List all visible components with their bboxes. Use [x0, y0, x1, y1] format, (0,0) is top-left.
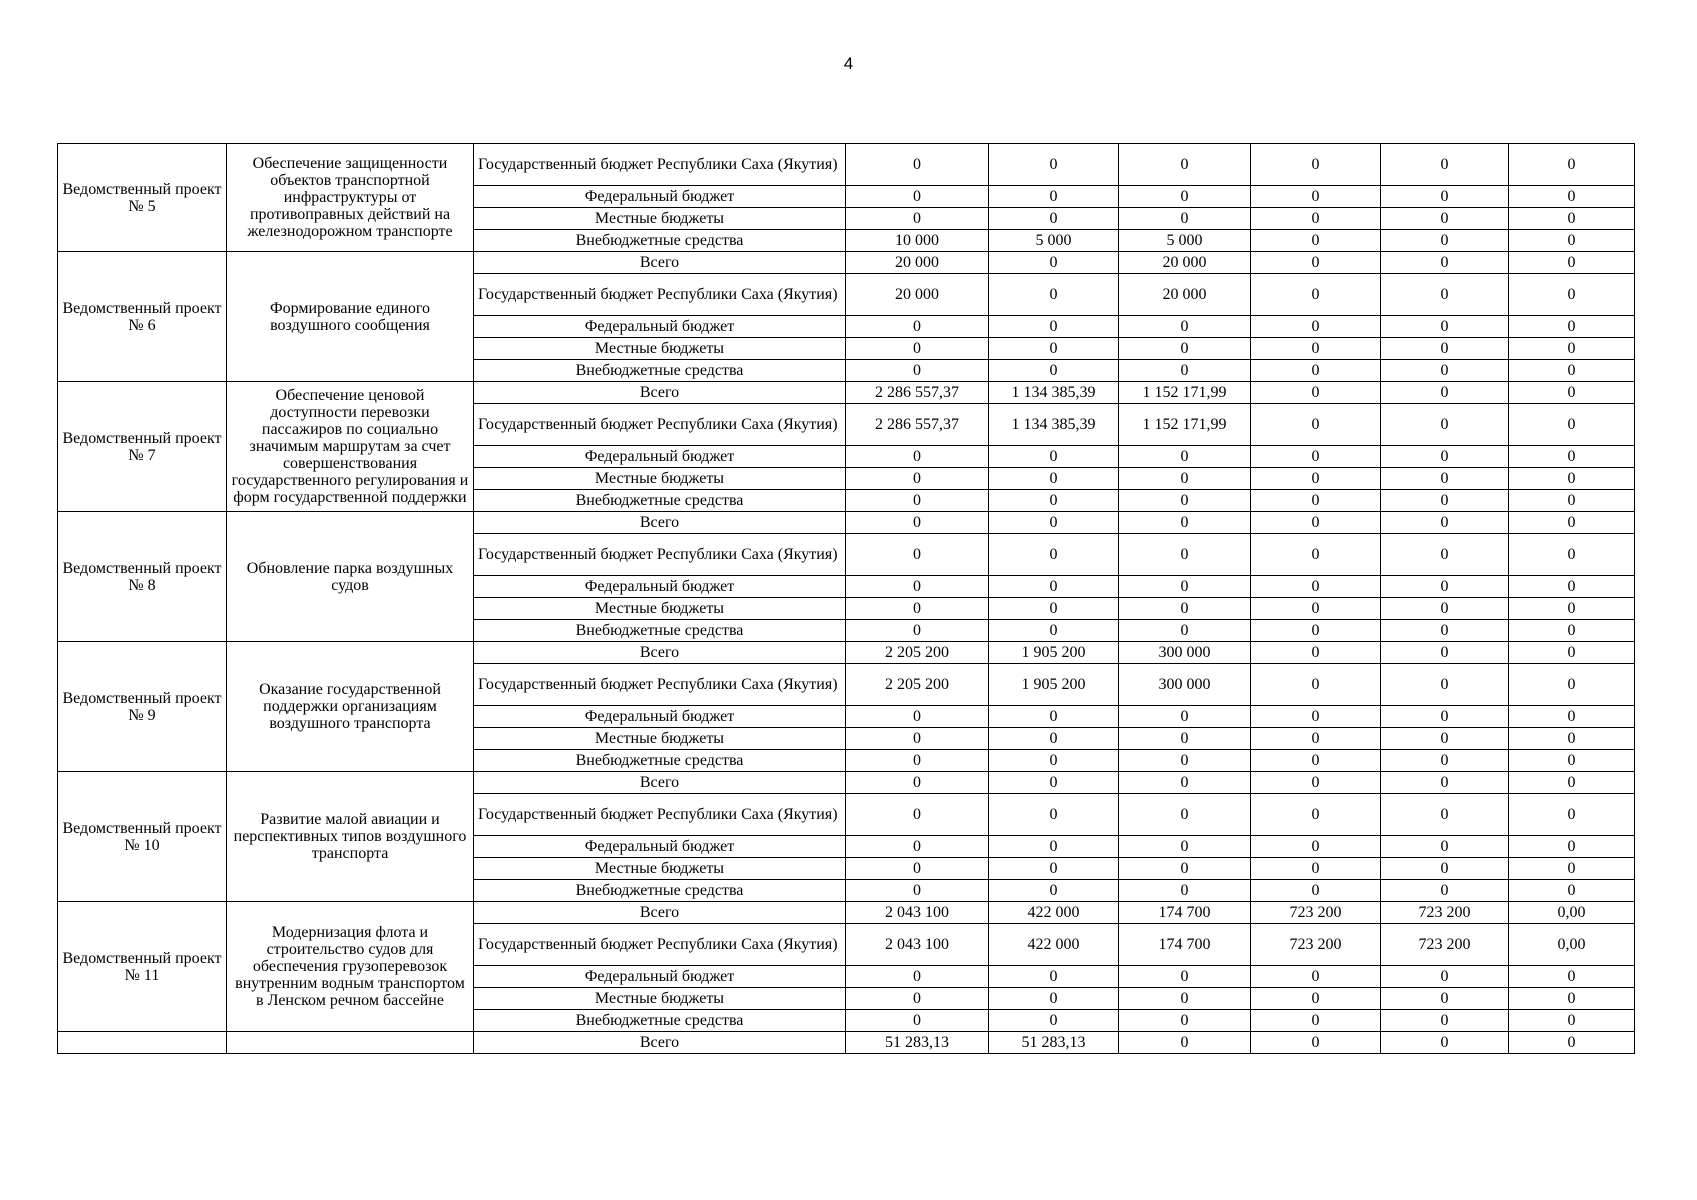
project-title-cell: Модернизация флота и строительство судов для обеспечения грузоперевозок внутренним водным транспортом в Ленском речном бассейне — [227, 902, 474, 1032]
amount-cell: 0 — [1251, 404, 1381, 446]
funding-source-cell: Федеральный бюджет — [474, 186, 846, 208]
amount-cell: 0 — [1381, 144, 1509, 186]
amount-cell: 0 — [1381, 620, 1509, 642]
amount-cell: 0 — [846, 576, 989, 598]
amount-cell: 0 — [989, 772, 1119, 794]
amount-cell: 0 — [1381, 468, 1509, 490]
funding-source-cell: Внебюджетные средства — [474, 230, 846, 252]
amount-cell: 0 — [1509, 728, 1635, 750]
amount-cell: 0 — [1251, 360, 1381, 382]
amount-cell: 0 — [1509, 468, 1635, 490]
project-title-cell: Развитие малой авиации и перспективных типов воздушного транспорта — [227, 772, 474, 902]
amount-cell: 0 — [989, 338, 1119, 360]
amount-cell: 0 — [1509, 252, 1635, 274]
amount-cell: 0 — [1509, 858, 1635, 880]
amount-cell: 2 286 557,37 — [846, 404, 989, 446]
amount-cell: 0 — [1119, 966, 1251, 988]
amount-cell: 0 — [1119, 576, 1251, 598]
page-number: 4 — [843, 54, 854, 73]
amount-cell: 0 — [1119, 316, 1251, 338]
funding-source-cell: Внебюджетные средства — [474, 750, 846, 772]
amount-cell: 422 000 — [989, 902, 1119, 924]
funding-source-cell: Местные бюджеты — [474, 728, 846, 750]
amount-cell: 0 — [1381, 664, 1509, 706]
amount-cell: 0 — [1381, 446, 1509, 468]
funding-source-cell: Государственный бюджет Республики Саха (Якутия) — [474, 924, 846, 966]
project-kind-cell: Ведомственный проект № 5 — [58, 144, 227, 252]
amount-cell: 0 — [1381, 512, 1509, 534]
funding-source-cell: Всего — [474, 642, 846, 664]
amount-cell: 5 000 — [989, 230, 1119, 252]
amount-cell: 723 200 — [1381, 924, 1509, 966]
amount-cell: 0 — [1509, 706, 1635, 728]
amount-cell: 51 283,13 — [989, 1032, 1119, 1054]
amount-cell: 0 — [1509, 316, 1635, 338]
budget-table — [57, 143, 1635, 1054]
amount-cell: 0 — [1381, 836, 1509, 858]
funding-source-cell: Государственный бюджет Республики Саха (Якутия) — [474, 534, 846, 576]
funding-source-cell: Федеральный бюджет — [474, 836, 846, 858]
funding-source-cell: Государственный бюджет Республики Саха (Якутия) — [474, 794, 846, 836]
amount-cell: 0 — [1509, 966, 1635, 988]
amount-cell: 2 043 100 — [846, 924, 989, 966]
amount-cell: 0 — [846, 1010, 989, 1032]
funding-source-cell: Всего — [474, 252, 846, 274]
amount-cell: 0 — [1509, 750, 1635, 772]
amount-cell: 0 — [846, 706, 989, 728]
funding-source-cell: Всего — [474, 512, 846, 534]
funding-source-cell: Государственный бюджет Республики Саха (Якутия) — [474, 144, 846, 186]
amount-cell: 0 — [1381, 534, 1509, 576]
amount-cell: 0 — [1119, 208, 1251, 230]
amount-cell: 0 — [1509, 664, 1635, 706]
amount-cell: 1 905 200 — [989, 642, 1119, 664]
funding-source-cell: Федеральный бюджет — [474, 576, 846, 598]
amount-cell: 0 — [989, 988, 1119, 1010]
funding-source-cell: Внебюджетные средства — [474, 360, 846, 382]
funding-source-cell: Государственный бюджет Республики Саха (Якутия) — [474, 274, 846, 316]
project-kind-cell: Ведомственный проект № 8 — [58, 512, 227, 642]
amount-cell: 0 — [1119, 186, 1251, 208]
amount-cell: 0 — [989, 728, 1119, 750]
amount-cell: 0 — [989, 598, 1119, 620]
amount-cell: 10 000 — [846, 230, 989, 252]
amount-cell: 0 — [846, 186, 989, 208]
amount-cell: 0 — [989, 512, 1119, 534]
amount-cell: 0 — [846, 144, 989, 186]
project-title-cell — [227, 1032, 474, 1054]
amount-cell: 0 — [1381, 230, 1509, 252]
amount-cell: 0 — [1509, 274, 1635, 316]
table-row — [58, 772, 1635, 794]
amount-cell: 0 — [846, 880, 989, 902]
funding-source-cell: Местные бюджеты — [474, 858, 846, 880]
amount-cell: 0 — [1381, 988, 1509, 1010]
amount-cell: 1 134 385,39 — [989, 404, 1119, 446]
amount-cell: 0 — [1251, 274, 1381, 316]
amount-cell: 0 — [1381, 576, 1509, 598]
amount-cell: 0 — [1509, 230, 1635, 252]
amount-cell: 0 — [1381, 274, 1509, 316]
amount-cell: 0 — [846, 858, 989, 880]
amount-cell: 0 — [989, 966, 1119, 988]
table-row — [58, 382, 1635, 404]
amount-cell: 5 000 — [1119, 230, 1251, 252]
amount-cell: 0 — [846, 598, 989, 620]
funding-source-cell: Местные бюджеты — [474, 338, 846, 360]
amount-cell: 0 — [1119, 1032, 1251, 1054]
project-kind-cell: Ведомственный проект № 6 — [58, 252, 227, 382]
amount-cell: 0 — [989, 576, 1119, 598]
amount-cell: 0 — [989, 274, 1119, 316]
amount-cell: 0 — [989, 144, 1119, 186]
amount-cell: 0 — [1251, 576, 1381, 598]
amount-cell: 0 — [1251, 642, 1381, 664]
amount-cell: 0 — [1381, 1010, 1509, 1032]
table-row — [58, 252, 1635, 274]
amount-cell: 0 — [1251, 252, 1381, 274]
amount-cell: 0 — [846, 620, 989, 642]
project-title-cell: Обновление парка воздушных судов — [227, 512, 474, 642]
funding-source-cell: Внебюджетные средства — [474, 620, 846, 642]
amount-cell: 0 — [1251, 382, 1381, 404]
amount-cell: 300 000 — [1119, 664, 1251, 706]
funding-source-cell: Всего — [474, 772, 846, 794]
amount-cell: 0 — [846, 360, 989, 382]
table-row — [58, 144, 1635, 186]
funding-source-cell: Местные бюджеты — [474, 598, 846, 620]
amount-cell: 20 000 — [846, 252, 989, 274]
amount-cell: 174 700 — [1119, 924, 1251, 966]
amount-cell: 0 — [1381, 360, 1509, 382]
amount-cell: 0 — [846, 988, 989, 1010]
amount-cell: 0 — [1381, 642, 1509, 664]
amount-cell: 0 — [1381, 794, 1509, 836]
project-title-cell: Формирование единого воздушного сообщения — [227, 252, 474, 382]
amount-cell: 0 — [1509, 446, 1635, 468]
amount-cell: 0 — [1119, 446, 1251, 468]
amount-cell: 0 — [846, 836, 989, 858]
amount-cell: 0 — [1251, 534, 1381, 576]
project-kind-cell: Ведомственный проект № 9 — [58, 642, 227, 772]
amount-cell: 0 — [989, 880, 1119, 902]
amount-cell: 0 — [846, 772, 989, 794]
amount-cell: 0 — [1381, 252, 1509, 274]
amount-cell: 0 — [846, 534, 989, 576]
funding-source-cell: Местные бюджеты — [474, 988, 846, 1010]
amount-cell: 0 — [1251, 988, 1381, 1010]
amount-cell: 0 — [846, 338, 989, 360]
amount-cell: 0 — [846, 446, 989, 468]
amount-cell: 422 000 — [989, 924, 1119, 966]
amount-cell: 0 — [1119, 706, 1251, 728]
amount-cell: 0 — [1119, 534, 1251, 576]
amount-cell: 300 000 — [1119, 642, 1251, 664]
amount-cell: 723 200 — [1381, 902, 1509, 924]
amount-cell: 0 — [1251, 772, 1381, 794]
amount-cell: 0 — [1509, 836, 1635, 858]
amount-cell: 0 — [1509, 490, 1635, 512]
amount-cell: 0 — [1509, 144, 1635, 186]
amount-cell: 0 — [1509, 620, 1635, 642]
amount-cell: 0 — [1251, 144, 1381, 186]
amount-cell: 0 — [1119, 858, 1251, 880]
amount-cell: 0 — [989, 1010, 1119, 1032]
amount-cell: 0 — [1251, 186, 1381, 208]
amount-cell: 0 — [1251, 446, 1381, 468]
amount-cell: 0 — [846, 966, 989, 988]
amount-cell: 0 — [1509, 772, 1635, 794]
amount-cell: 0 — [989, 446, 1119, 468]
amount-cell: 0 — [1381, 316, 1509, 338]
amount-cell: 20 000 — [1119, 252, 1251, 274]
amount-cell: 0 — [1509, 642, 1635, 664]
amount-cell: 0 — [1251, 664, 1381, 706]
amount-cell: 0 — [1381, 382, 1509, 404]
amount-cell: 0 — [846, 468, 989, 490]
amount-cell: 0 — [1381, 208, 1509, 230]
amount-cell: 0 — [846, 490, 989, 512]
amount-cell: 0 — [989, 360, 1119, 382]
amount-cell: 0 — [1509, 338, 1635, 360]
funding-source-cell: Внебюджетные средства — [474, 1010, 846, 1032]
amount-cell: 0 — [1509, 512, 1635, 534]
amount-cell: 0 — [846, 794, 989, 836]
amount-cell: 0 — [989, 252, 1119, 274]
table-row — [58, 642, 1635, 664]
amount-cell: 0 — [1381, 966, 1509, 988]
amount-cell: 0 — [846, 512, 989, 534]
amount-cell: 0,00 — [1509, 924, 1635, 966]
amount-cell: 0 — [1251, 794, 1381, 836]
amount-cell: 0 — [1251, 750, 1381, 772]
amount-cell: 0 — [1119, 620, 1251, 642]
amount-cell: 0 — [1251, 858, 1381, 880]
amount-cell: 0 — [1381, 598, 1509, 620]
funding-source-cell: Федеральный бюджет — [474, 706, 846, 728]
amount-cell: 0 — [989, 794, 1119, 836]
funding-source-cell: Местные бюджеты — [474, 468, 846, 490]
funding-source-cell: Федеральный бюджет — [474, 966, 846, 988]
amount-cell: 0 — [1381, 858, 1509, 880]
project-kind-cell: Ведомственный проект № 10 — [58, 772, 227, 902]
project-kind-cell — [58, 1032, 227, 1054]
amount-cell: 0 — [1251, 1032, 1381, 1054]
amount-cell: 0 — [989, 706, 1119, 728]
amount-cell: 0 — [1509, 1010, 1635, 1032]
amount-cell: 0 — [1251, 230, 1381, 252]
amount-cell: 0 — [1381, 1032, 1509, 1054]
amount-cell: 0 — [989, 490, 1119, 512]
amount-cell: 174 700 — [1119, 902, 1251, 924]
amount-cell: 2 205 200 — [846, 642, 989, 664]
amount-cell: 0 — [1509, 186, 1635, 208]
amount-cell: 0 — [1251, 316, 1381, 338]
amount-cell: 0 — [1251, 338, 1381, 360]
amount-cell: 0 — [989, 316, 1119, 338]
amount-cell: 0 — [1509, 880, 1635, 902]
amount-cell: 0 — [1509, 1032, 1635, 1054]
amount-cell: 0 — [1251, 1010, 1381, 1032]
amount-cell: 0 — [1119, 728, 1251, 750]
table-row — [58, 512, 1635, 534]
amount-cell: 0 — [1251, 468, 1381, 490]
amount-cell: 0 — [1509, 534, 1635, 576]
funding-source-cell: Внебюджетные средства — [474, 490, 846, 512]
funding-source-cell: Местные бюджеты — [474, 208, 846, 230]
amount-cell: 0 — [1251, 512, 1381, 534]
amount-cell: 0 — [989, 620, 1119, 642]
amount-cell: 0 — [989, 208, 1119, 230]
amount-cell: 0 — [1119, 490, 1251, 512]
amount-cell: 0 — [1381, 706, 1509, 728]
amount-cell: 2 043 100 — [846, 902, 989, 924]
amount-cell: 0 — [1251, 706, 1381, 728]
amount-cell: 0 — [1251, 728, 1381, 750]
funding-source-cell: Федеральный бюджет — [474, 316, 846, 338]
funding-source-cell: Всего — [474, 902, 846, 924]
amount-cell: 0 — [1381, 750, 1509, 772]
amount-cell: 1 134 385,39 — [989, 382, 1119, 404]
amount-cell: 0 — [1509, 382, 1635, 404]
amount-cell: 0 — [1381, 338, 1509, 360]
amount-cell: 0 — [989, 534, 1119, 576]
amount-cell: 1 152 171,99 — [1119, 404, 1251, 446]
amount-cell: 0 — [989, 750, 1119, 772]
funding-source-cell: Внебюджетные средства — [474, 880, 846, 902]
amount-cell: 0 — [1119, 360, 1251, 382]
amount-cell: 0 — [1509, 576, 1635, 598]
table-row — [58, 1032, 1635, 1054]
amount-cell: 0 — [1381, 880, 1509, 902]
amount-cell: 0,00 — [1509, 902, 1635, 924]
amount-cell: 0 — [989, 858, 1119, 880]
amount-cell: 1 152 171,99 — [1119, 382, 1251, 404]
amount-cell: 0 — [1509, 404, 1635, 446]
amount-cell: 51 283,13 — [846, 1032, 989, 1054]
amount-cell: 0 — [846, 728, 989, 750]
amount-cell: 0 — [1251, 880, 1381, 902]
amount-cell: 0 — [846, 750, 989, 772]
funding-source-cell: Всего — [474, 382, 846, 404]
table-row — [58, 902, 1635, 924]
amount-cell: 0 — [1119, 880, 1251, 902]
amount-cell: 0 — [846, 316, 989, 338]
amount-cell: 0 — [1251, 966, 1381, 988]
funding-source-cell: Государственный бюджет Республики Саха (Якутия) — [474, 404, 846, 446]
amount-cell: 0 — [1381, 404, 1509, 446]
project-title-cell: Обеспечение ценовой доступности перевозки пассажиров по социально значимым маршрутам за счет совершенствования государственного регулирования и форм государственной поддержки — [227, 382, 474, 512]
amount-cell: 0 — [1381, 490, 1509, 512]
amount-cell: 0 — [1509, 360, 1635, 382]
funding-source-cell: Федеральный бюджет — [474, 446, 846, 468]
budget-table-body — [58, 144, 1635, 1054]
project-title-cell: Обеспечение защищенности объектов транспортной инфраструктуры от противоправных действий на железнодорожном транспорте — [227, 144, 474, 252]
amount-cell: 0 — [1381, 772, 1509, 794]
amount-cell: 0 — [1119, 468, 1251, 490]
amount-cell: 0 — [1251, 208, 1381, 230]
amount-cell: 0 — [989, 468, 1119, 490]
funding-source-cell: Государственный бюджет Республики Саха (Якутия) — [474, 664, 846, 706]
amount-cell: 0 — [1381, 186, 1509, 208]
amount-cell: 0 — [1119, 598, 1251, 620]
amount-cell: 0 — [1119, 772, 1251, 794]
amount-cell: 723 200 — [1251, 924, 1381, 966]
amount-cell: 0 — [1119, 988, 1251, 1010]
amount-cell: 2 205 200 — [846, 664, 989, 706]
amount-cell: 0 — [1251, 836, 1381, 858]
amount-cell: 0 — [1119, 750, 1251, 772]
amount-cell: 0 — [1251, 490, 1381, 512]
amount-cell: 0 — [1381, 728, 1509, 750]
funding-source-cell: Всего — [474, 1032, 846, 1054]
amount-cell: 0 — [1119, 1010, 1251, 1032]
amount-cell: 0 — [989, 186, 1119, 208]
amount-cell: 723 200 — [1251, 902, 1381, 924]
amount-cell: 20 000 — [846, 274, 989, 316]
amount-cell: 2 286 557,37 — [846, 382, 989, 404]
amount-cell: 0 — [1251, 620, 1381, 642]
amount-cell: 0 — [1119, 512, 1251, 534]
amount-cell: 0 — [1509, 208, 1635, 230]
amount-cell: 0 — [1251, 598, 1381, 620]
amount-cell: 0 — [1119, 836, 1251, 858]
amount-cell: 1 905 200 — [989, 664, 1119, 706]
amount-cell: 0 — [1509, 598, 1635, 620]
amount-cell: 20 000 — [1119, 274, 1251, 316]
project-kind-cell: Ведомственный проект № 11 — [58, 902, 227, 1032]
amount-cell: 0 — [846, 208, 989, 230]
amount-cell: 0 — [1119, 338, 1251, 360]
amount-cell: 0 — [1119, 144, 1251, 186]
amount-cell: 0 — [989, 836, 1119, 858]
project-kind-cell: Ведомственный проект № 7 — [58, 382, 227, 512]
amount-cell: 0 — [1509, 988, 1635, 1010]
amount-cell: 0 — [1509, 794, 1635, 836]
project-title-cell: Оказание государственной поддержки организациям воздушного транспорта — [227, 642, 474, 772]
amount-cell: 0 — [1119, 794, 1251, 836]
